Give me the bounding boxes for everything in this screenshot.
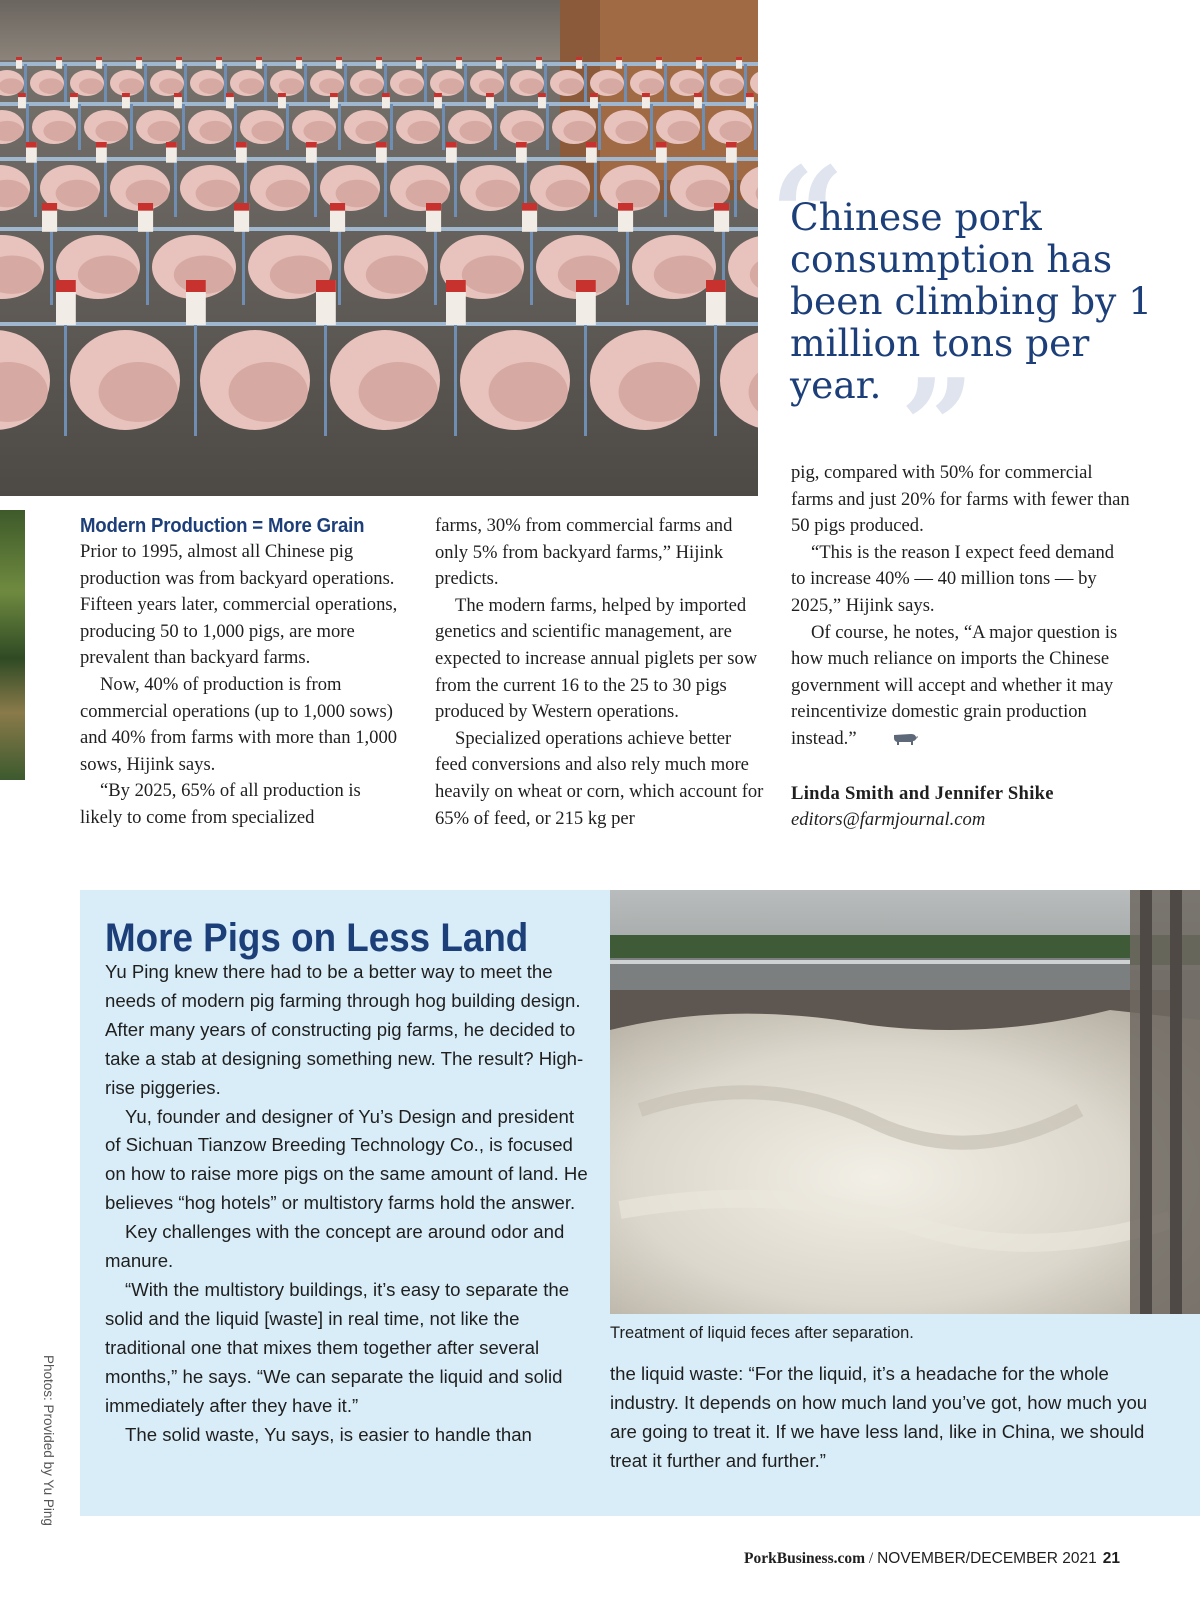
sidebar-paragraph: Yu, founder and designer of Yu’s Design and president of Sichuan Tianzow Breeding Technology Co., is focused on how to raise more pigs on the same amount of land. He believes “hog hotels” or multistory farms hold the answer. xyxy=(105,1105,588,1214)
photo-credit: Photos: Provided by Yu Ping xyxy=(41,1355,56,1526)
byline-email: editors@farmjournal.com xyxy=(791,809,986,831)
adjacent-photo-edge xyxy=(0,510,25,780)
page-footer xyxy=(738,1550,1120,1568)
article-column-1 xyxy=(80,513,400,832)
byline-authors: Linda Smith and Jennifer Shike xyxy=(791,782,1054,804)
article-paragraph: “By 2025, 65% of all production is likely to come from specialized xyxy=(80,780,361,828)
close-quote-mark: ” xyxy=(900,350,975,503)
article-paragraph: “This is the reason I expect feed demand to increase 40% — 40 million tons — by 2025,” Hijink says. xyxy=(791,541,1115,616)
pull-quote: Chinese pork consumption has been climbing by 1 million tons per year. xyxy=(790,195,1153,407)
article-paragraph: The modern farms, helped by imported genetics and scientific management, are expected to increase annual piglets per sow from the current 16 to the 25 to 30 pigs produced by Western operations. xyxy=(435,594,758,723)
open-quote-mark: “ xyxy=(770,138,845,291)
article-paragraph: pig, compared with 50% for commercial farms and just 20% for farms with fewer than 50 pigs produced. xyxy=(791,462,1130,537)
sidebar-paragraph: the liquid waste: “For the liquid, it’s a headache for the whole industry. It depends on how much land you’ve got, how much you are going to treat it. If we have less land, like in China, we should treat it further and further.” xyxy=(610,1363,1148,1471)
article-paragraph-last xyxy=(791,620,1131,755)
sidebar-title: More Pigs on Less Land xyxy=(105,916,529,960)
sidebar-paragraph: The solid waste, Yu says, is easier to handle than xyxy=(125,1423,532,1445)
page-number: 21 xyxy=(1102,1550,1120,1567)
article-paragraph: farms, 30% from commercial farms and only 5% from backyard farms,” Hijink predicts. xyxy=(435,515,733,590)
sidebar-paragraph: Yu Ping knew there had to be a better way to meet the needs of modern pig farming through hog building design. After many years of constructing pig farms, he decided to take a stab at designing something new. The result? High-rise piggeries. xyxy=(105,961,584,1098)
sow-barn-photo xyxy=(0,0,758,496)
article-column-2 xyxy=(435,513,765,832)
article-column-3 xyxy=(791,460,1131,834)
footer-issue: NOVEMBER/DECEMBER 2021 xyxy=(877,1550,1097,1567)
sidebar-paragraph: Key challenges with the concept are around odor and manure. xyxy=(105,1221,565,1272)
article-paragraph: Prior to 1995, almost all Chinese pig production was from backyard operations. Fifteen years later, commercial operations, producing 50 to 1,000 pigs, are more prevalent than backyard farms. xyxy=(80,541,398,669)
sidebar-paragraph: “With the multistory buildings, it’s easy to separate the solid and the liquid [waste] in real time, not like the traditional one that mixes them together after several months,” he says. “We can separate the liquid and solid immediately after they have it.” xyxy=(105,1278,570,1416)
byline xyxy=(791,781,1131,834)
sidebar-column-2 xyxy=(610,1360,1170,1476)
article-paragraph: Specialized operations achieve better feed conversions and also rely much more heavily on wheat or corn, which account for 65% of feed, or 215 kg per xyxy=(435,727,764,829)
footer-separator: / xyxy=(865,1550,878,1567)
photo-caption: Treatment of liquid feces after separation. xyxy=(610,1324,914,1342)
section-heading: Modern Production = More Grain xyxy=(80,515,365,537)
pig-icon xyxy=(871,728,919,755)
footer-site: PorkBusiness.com xyxy=(744,1550,866,1567)
sidebar-column-1 xyxy=(105,958,590,1449)
waste-treatment-photo xyxy=(610,890,1200,1314)
article-paragraph-text: Of course, he notes, “A major question is how much reliance on imports the Chinese government will accept and whether it may reincentivize domestic grain production instead.” xyxy=(791,621,1118,749)
article-paragraph: Now, 40% of production is from commercial operations (up to 1,000 sows) and 40% from farms with more than 1,000 sows, Hijink says. xyxy=(80,673,398,775)
